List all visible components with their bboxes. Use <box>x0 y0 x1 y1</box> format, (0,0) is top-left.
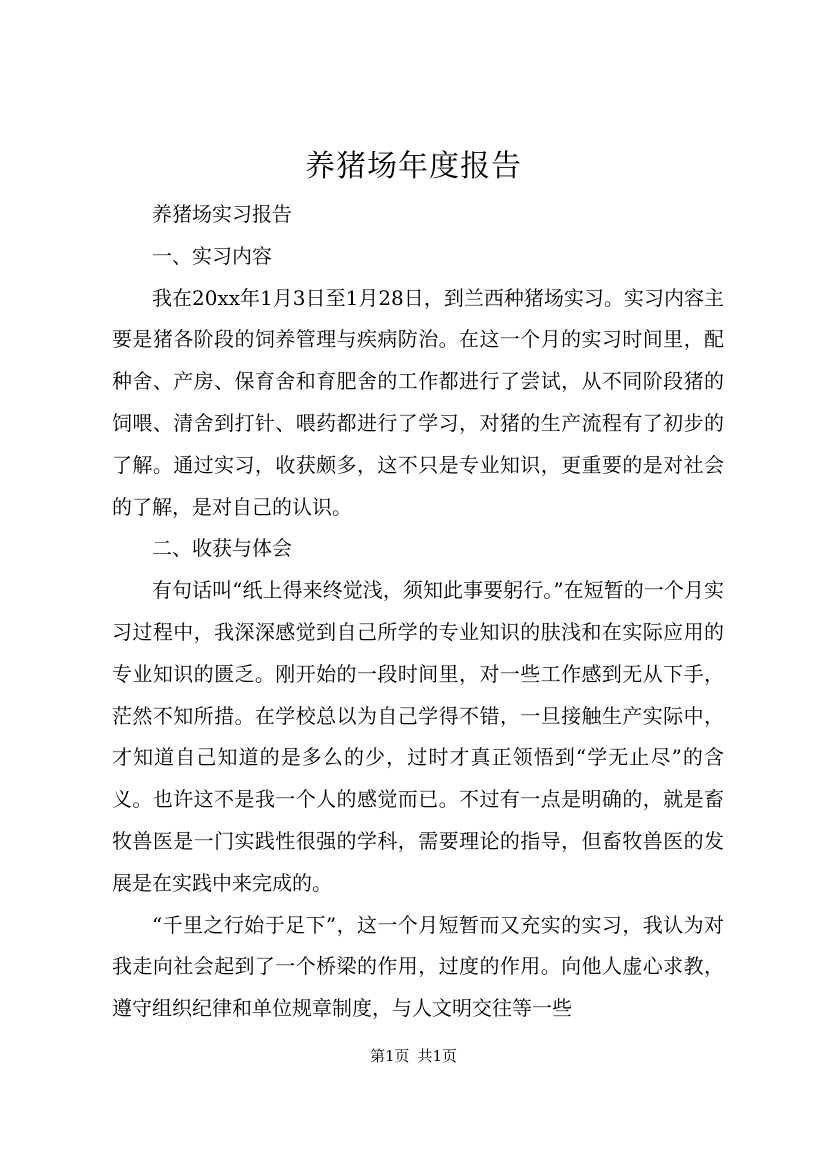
page-title: 养猪场年度报告 <box>305 149 522 184</box>
document-body <box>112 194 724 1030</box>
page-number-total: 共1页 <box>417 1047 458 1065</box>
section-1-heading: 一、实习内容 <box>152 243 272 268</box>
document-subtitle: 养猪场实习报告 <box>152 202 292 226</box>
page-footer <box>0 1045 827 1067</box>
section-2-paragraph-1: 有句话叫“纸上得来终觉浅，须知此事要躬行。”在短暂的一个月实习过程中，我深深感觉到自己所学的专业知识的肤浅和在实际应用的专业知识的匮乏。刚开始的一段时间里，对一些工作感到无从下手，茫然不知所措。在学校总以为自己学得不错，一旦接触生产实际中，才知道自己知道的是多么的少，过时才真正领悟到“学无止尽”的含义。也许这不是我一个人的感觉而已。不过有一点是明确的，就是畜牧兽医是一门实践性很强的学科，需要理论的指导，但畜牧兽医的发展是在实践中来完成的。 <box>112 578 724 895</box>
section-2-heading: 二、收获与体会 <box>152 536 292 561</box>
page-number-current: 第1页 <box>369 1047 410 1065</box>
section-1-paragraph: 我在20xx年1月3日至1月28日，到兰西种猪场实习。实习内容主要是猪各阶段的饲养管理与疾病防治。在这一个月的实习时间里，配种舍、产房、保育舍和育肥舍的工作都进行了尝试，从不同阶段猪的饲喂、清舍到打针、喂药都进行了学习，对猪的生产流程有了初步的了解。通过实习，收获颇多，这不只是专业知识，更重要的是对社会的了解，是对自己的认识。 <box>112 285 724 519</box>
section-2-paragraph-2: “千里之行始于足下”，这一个月短暂而又充实的实习，我认为对我走向社会起到了一个桥梁的作用，过度的作用。向他人虚心求教，遵守组织纪律和单位规章制度，与人文明交往等一些 <box>112 912 724 1021</box>
